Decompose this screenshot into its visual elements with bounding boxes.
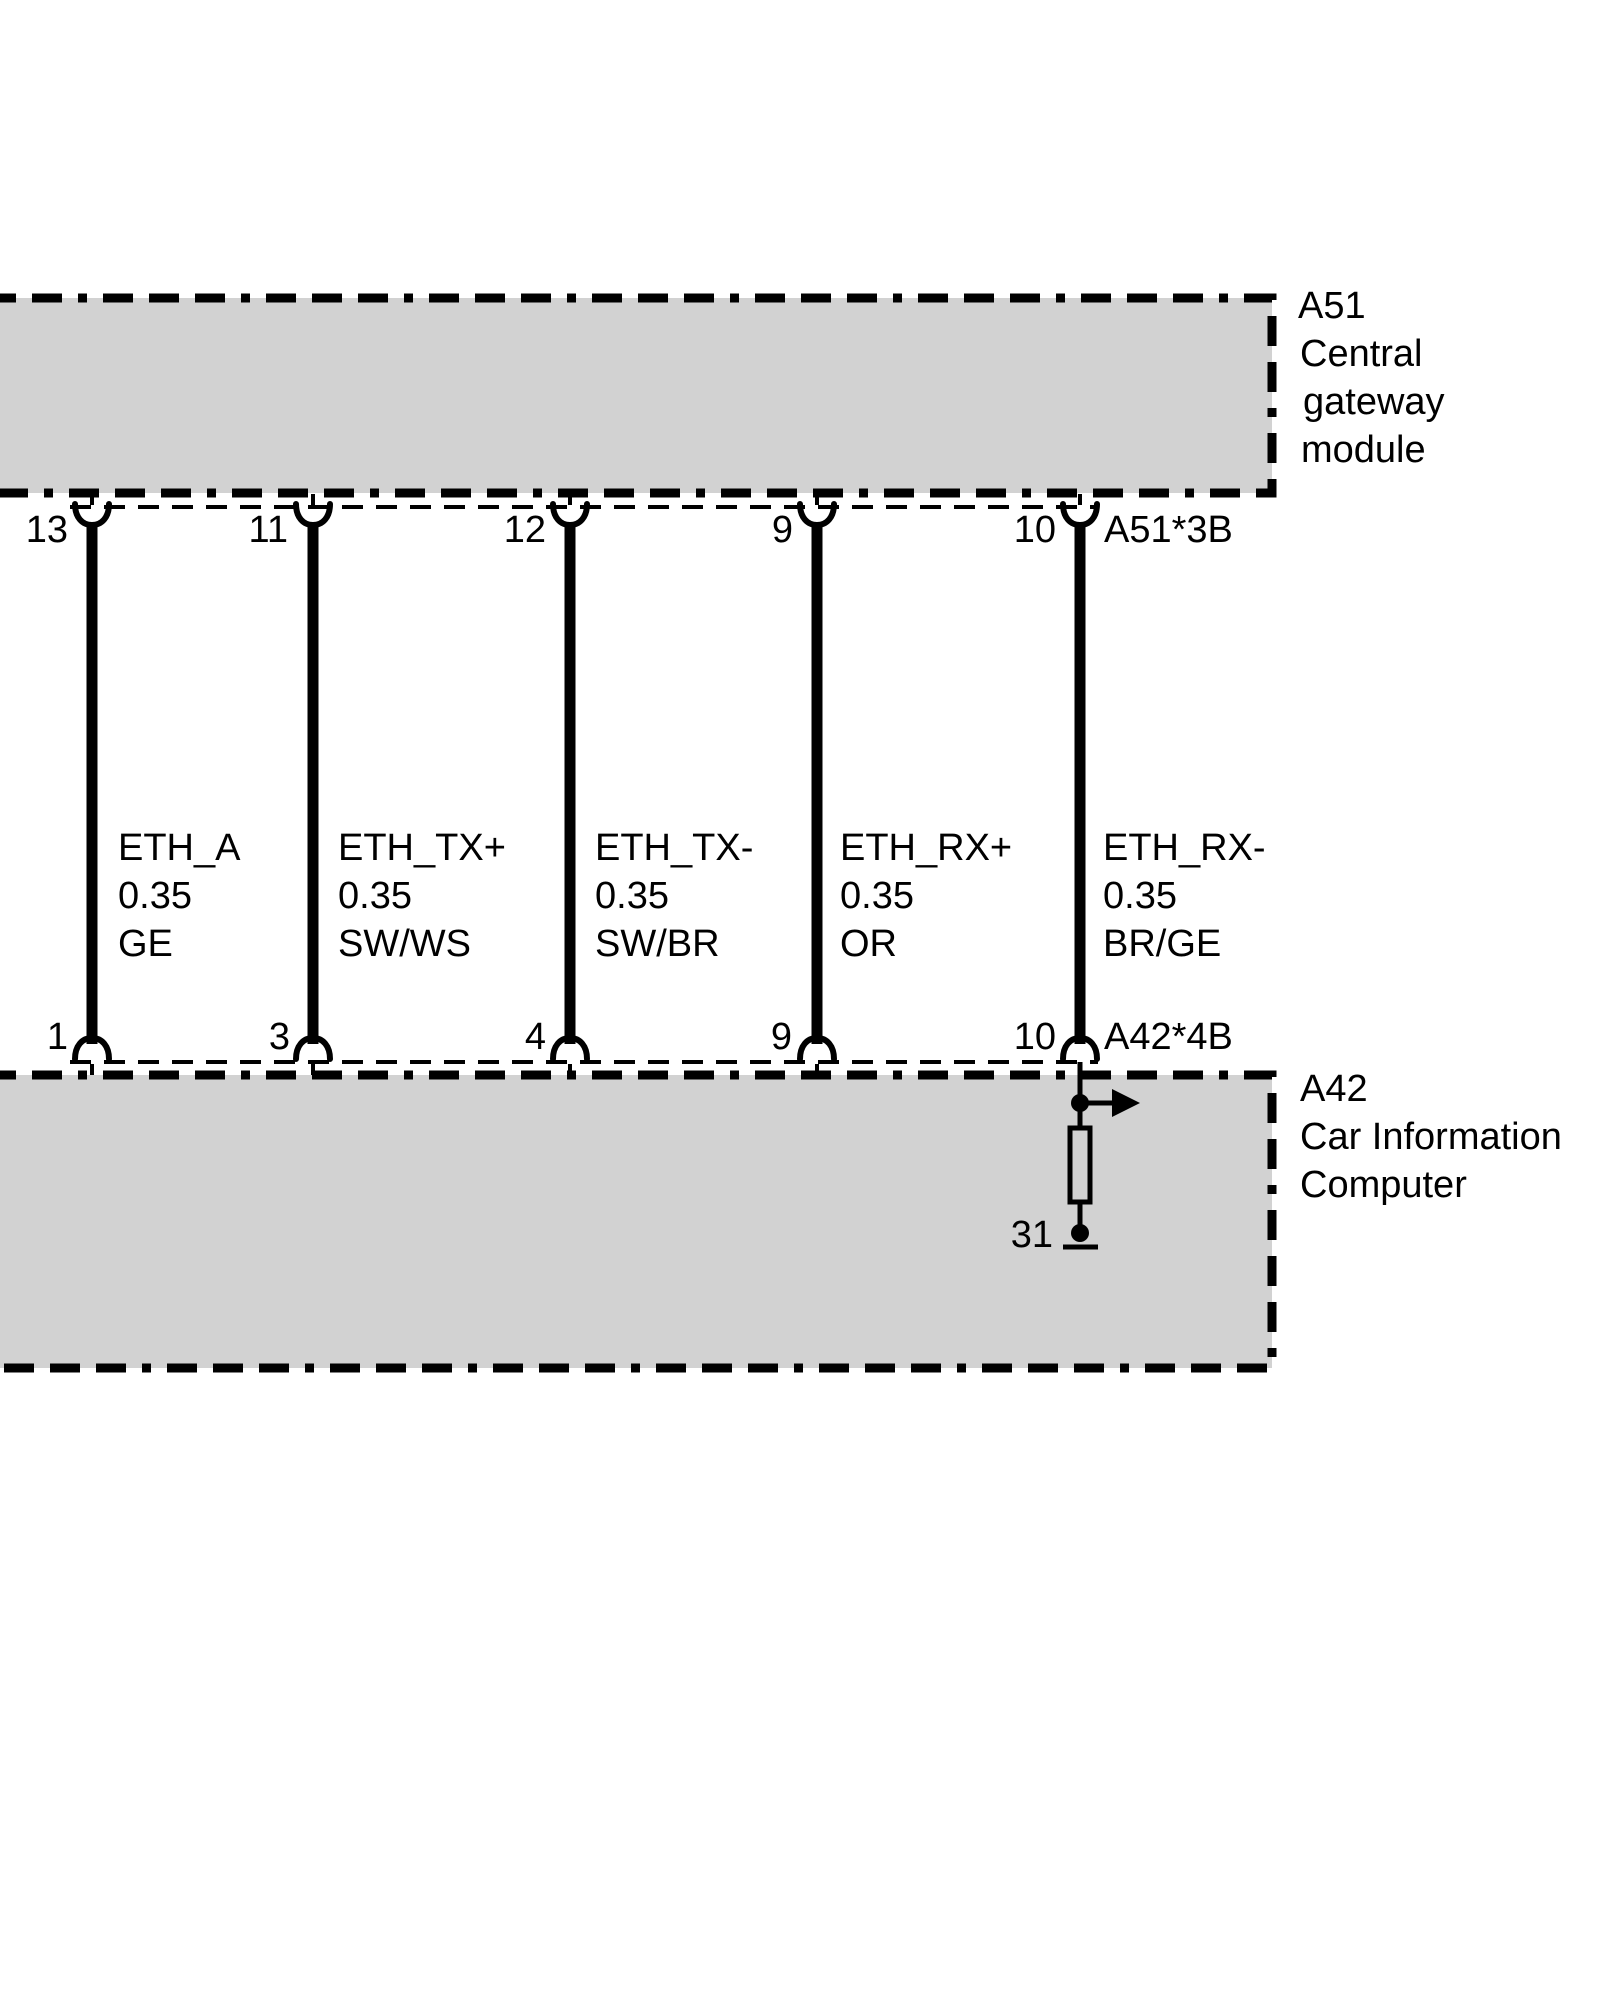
wire-color: OR <box>840 923 897 965</box>
a42-module-name-line: Computer <box>1300 1164 1467 1206</box>
pin-number: 13 <box>25 509 68 551</box>
wire-size: 0.35 <box>338 875 412 917</box>
pin-number: 10 <box>1013 1016 1056 1058</box>
a42-connector-label: A42*4B <box>1104 1016 1233 1058</box>
wire-eth-tx-plus <box>296 504 330 1059</box>
a51-module-name-line: module <box>1301 429 1426 471</box>
pin-number: 1 <box>46 1016 68 1058</box>
a42-module <box>0 1068 1562 1368</box>
wire-color: BR/GE <box>1103 923 1222 965</box>
wire-color: SW/BR <box>595 923 720 965</box>
a51-module-name-line: gateway <box>1303 381 1445 423</box>
a42-module-id: A42 <box>1300 1068 1368 1110</box>
wire-label-eth-a <box>118 827 241 965</box>
ground-terminal-label: 31 <box>1010 1214 1053 1256</box>
a51-module <box>0 285 1445 493</box>
pin-number: 12 <box>503 509 546 551</box>
a51-pin-labels <box>26 509 1233 551</box>
wire-labels <box>118 827 1266 965</box>
wire-signal: ETH_A <box>118 827 241 869</box>
wire-eth-rx-plus <box>800 504 834 1059</box>
wire-signal: ETH_RX+ <box>840 827 1013 869</box>
wire-label-eth-tx-minus <box>595 827 753 965</box>
wire-label-eth-rx-minus <box>1103 827 1266 965</box>
pin-number: 11 <box>248 509 288 551</box>
a51-module-label <box>1298 285 1445 471</box>
wire-label-eth-rx-plus <box>840 827 1012 965</box>
a42-module-name-line: Car Information <box>1300 1116 1562 1158</box>
wire-color: GE <box>118 923 173 965</box>
a51-module-name-line: Central <box>1300 333 1423 375</box>
wire-eth-a <box>75 504 109 1059</box>
a51-connector-label: A51*3B <box>1104 509 1233 551</box>
wire-size: 0.35 <box>840 875 914 917</box>
wire-color: SW/WS <box>338 923 471 965</box>
wire-eth-rx-minus <box>1063 504 1097 1059</box>
pin-number: 4 <box>524 1016 546 1058</box>
a42-module-label <box>1300 1068 1562 1206</box>
pin-number: 3 <box>268 1016 290 1058</box>
wire-signal: ETH_TX- <box>595 827 754 869</box>
pin-number: 9 <box>771 509 793 551</box>
wire-size: 0.35 <box>118 875 192 917</box>
a42-pin-labels <box>47 1016 1233 1058</box>
wire-signal: ETH_TX+ <box>338 827 506 869</box>
pin-number: 9 <box>770 1016 792 1058</box>
ground-terminal-dot-icon <box>1071 1224 1089 1242</box>
wire-size: 0.35 <box>1103 875 1177 917</box>
a51-module-box <box>0 298 1272 493</box>
wire-size: 0.35 <box>595 875 669 917</box>
wire-eth-tx-minus <box>553 504 587 1059</box>
wire-label-eth-tx-plus <box>338 827 506 965</box>
a51-module-id: A51 <box>1298 285 1366 327</box>
wire-signal: ETH_RX- <box>1103 827 1266 869</box>
pin-number: 10 <box>1013 509 1056 551</box>
